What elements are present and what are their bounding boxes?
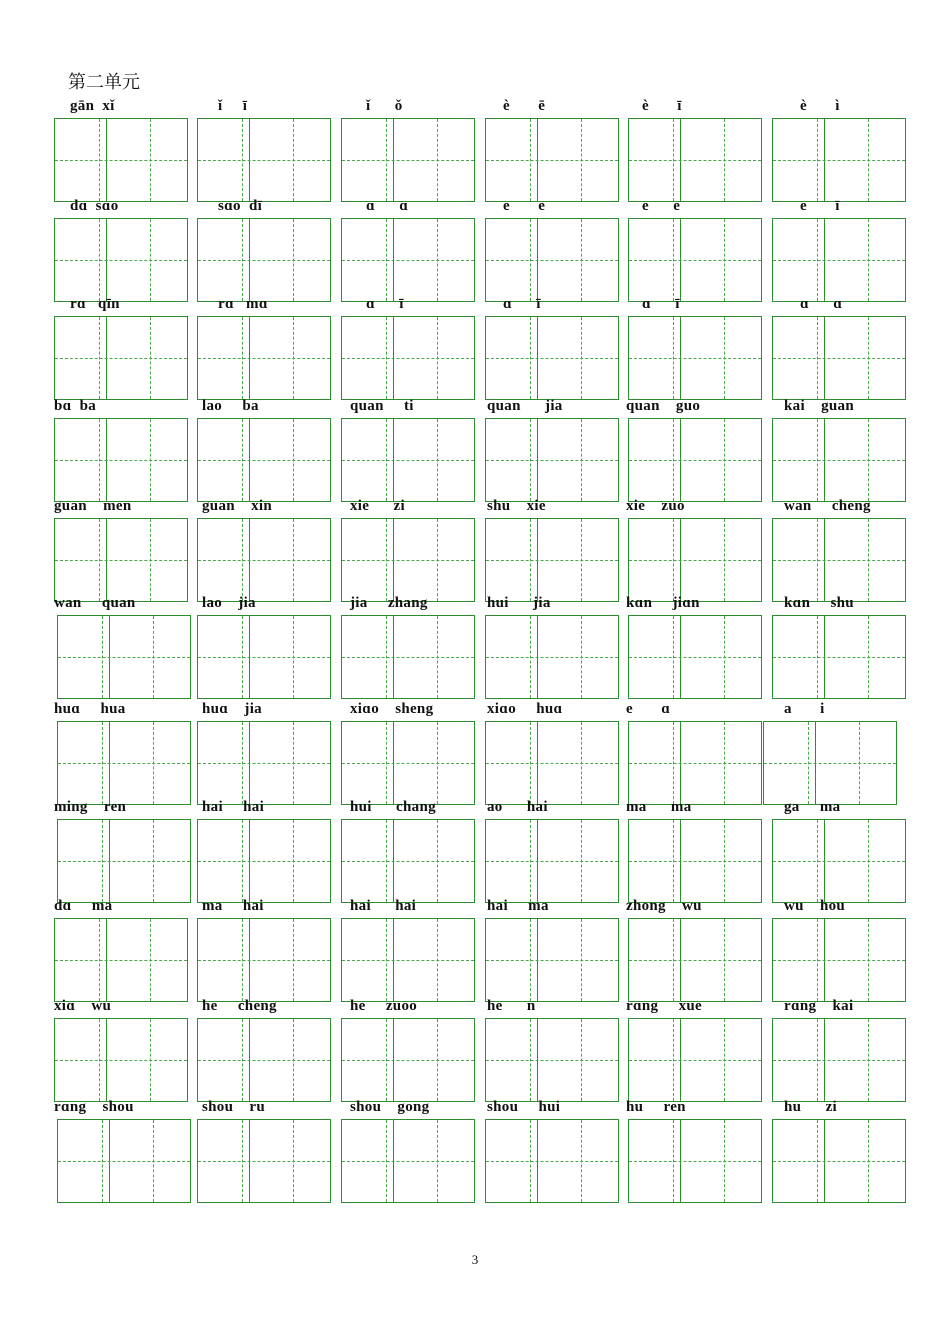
writing-cell [763, 721, 897, 805]
pinyin-label: xie zi [350, 498, 405, 514]
pinyin-label: hai ma [487, 898, 549, 914]
writing-cell [197, 118, 331, 202]
dashed-midline [198, 960, 330, 961]
pinyin-label: xiɑo sheng [350, 701, 434, 717]
pinyin-label: ming ren [54, 799, 127, 815]
dashed-midline [773, 460, 905, 461]
pinyin-label: rɑng shou [54, 1099, 134, 1115]
pinyin-label: è ì [800, 98, 840, 114]
dashed-midline [486, 960, 618, 961]
pinyin-label: rɑ mɑ [218, 296, 268, 312]
writing-cell [341, 418, 475, 502]
dashed-midline [629, 657, 761, 658]
dashed-midline [58, 1161, 190, 1162]
writing-cell [197, 721, 331, 805]
dashed-midline [342, 763, 474, 764]
dashed-midline [55, 358, 187, 359]
writing-cell [54, 316, 188, 400]
dashed-midline [629, 160, 761, 161]
pinyin-label: e e [642, 198, 681, 214]
pinyin-label: he zuoo [350, 998, 418, 1014]
writing-cell [772, 1119, 906, 1203]
writing-cell [197, 418, 331, 502]
dashed-midline [773, 560, 905, 561]
writing-cell [57, 1119, 191, 1203]
writing-cell [197, 918, 331, 1002]
writing-cell [485, 918, 619, 1002]
writing-cell [772, 218, 906, 302]
pinyin-label: lao ba [202, 398, 259, 414]
writing-cell [628, 1119, 762, 1203]
writing-cell [54, 118, 188, 202]
dashed-midline [629, 358, 761, 359]
dashed-midline [198, 657, 330, 658]
pinyin-label: sɑo dī [218, 198, 263, 214]
dashed-midline [773, 960, 905, 961]
writing-cell [485, 721, 619, 805]
writing-cell [197, 1018, 331, 1102]
writing-cell [57, 615, 191, 699]
writing-cell [485, 819, 619, 903]
writing-cell [57, 819, 191, 903]
pinyin-label: xiɑ wu [54, 998, 112, 1014]
writing-cell [341, 721, 475, 805]
pinyin-label: e ī [800, 198, 840, 214]
writing-cell [485, 1018, 619, 1102]
dashed-midline [198, 358, 330, 359]
dashed-midline [198, 1060, 330, 1061]
dashed-midline [55, 960, 187, 961]
dashed-midline [198, 460, 330, 461]
writing-cell [485, 118, 619, 202]
pinyin-label: hui jia [487, 595, 551, 611]
dashed-midline [773, 657, 905, 658]
pinyin-label: wan cheng [784, 498, 871, 514]
dashed-midline [486, 460, 618, 461]
dashed-midline [629, 763, 761, 764]
pinyin-label: jia zhang [350, 595, 428, 611]
pinyin-label: hui chang [350, 799, 436, 815]
writing-cell [341, 918, 475, 1002]
dashed-midline [342, 1060, 474, 1061]
pinyin-label: wan quan [54, 595, 136, 611]
dashed-midline [198, 260, 330, 261]
dashed-midline [198, 763, 330, 764]
dashed-midline [629, 960, 761, 961]
dashed-midline [198, 1161, 330, 1162]
writing-cell [341, 615, 475, 699]
dashed-midline [342, 657, 474, 658]
dashed-midline [198, 160, 330, 161]
pinyin-label: huɑ jia [202, 701, 262, 717]
dashed-midline [764, 763, 896, 764]
writing-cell [341, 1119, 475, 1203]
writing-cell [197, 1119, 331, 1203]
writing-cell [772, 615, 906, 699]
writing-cell [485, 1119, 619, 1203]
pinyin-label: ǐ ī [218, 98, 248, 114]
pinyin-label: kɑn jiɑn [626, 595, 700, 611]
pinyin-label: quan jia [487, 398, 563, 414]
dashed-midline [486, 560, 618, 561]
pinyin-label: guan xin [202, 498, 272, 514]
pinyin-label: ɑ ɑ [800, 296, 843, 312]
writing-cell [197, 218, 331, 302]
writing-cell [54, 418, 188, 502]
pinyin-label: ma ma [626, 799, 692, 815]
writing-cell [628, 721, 762, 805]
writing-cell [57, 721, 191, 805]
pinyin-label: guan men [54, 498, 132, 514]
dashed-midline [342, 460, 474, 461]
dashed-midline [486, 160, 618, 161]
pinyin-label: rɑng xue [626, 998, 702, 1014]
dashed-midline [198, 560, 330, 561]
pinyin-label: bɑ ba [54, 398, 97, 414]
dashed-midline [198, 861, 330, 862]
writing-cell [54, 518, 188, 602]
pinyin-label: e ɑ [626, 701, 671, 717]
dashed-midline [342, 1161, 474, 1162]
writing-cell [628, 918, 762, 1002]
pinyin-label: ao hai [487, 799, 548, 815]
dashed-midline [773, 160, 905, 161]
dashed-midline [58, 657, 190, 658]
pinyin-label: ɑ ī [366, 296, 404, 312]
pinyin-label: hai hai [202, 799, 265, 815]
pinyin-label: dɑ ma [54, 898, 113, 914]
writing-cell [628, 1018, 762, 1102]
dashed-midline [486, 861, 618, 862]
dashed-midline [58, 861, 190, 862]
dashed-midline [486, 260, 618, 261]
writing-cell [485, 518, 619, 602]
dashed-midline [486, 763, 618, 764]
dashed-midline [342, 358, 474, 359]
writing-cell [485, 615, 619, 699]
dashed-midline [342, 861, 474, 862]
dashed-midline [342, 960, 474, 961]
writing-cell [54, 1018, 188, 1102]
writing-cell [628, 819, 762, 903]
pinyin-label: quan ti [350, 398, 414, 414]
pinyin-label: ɑ ī [503, 296, 541, 312]
pinyin-label: shou ru [202, 1099, 266, 1115]
pinyin-label: ma hai [202, 898, 264, 914]
writing-cell [628, 316, 762, 400]
writing-cell [772, 819, 906, 903]
dashed-midline [629, 260, 761, 261]
writing-cell [628, 118, 762, 202]
writing-cell [341, 1018, 475, 1102]
dashed-midline [773, 861, 905, 862]
pinyin-label: dɑ sɑo [70, 198, 119, 214]
pinyin-label: he n [487, 998, 536, 1014]
writing-cell [54, 218, 188, 302]
pinyin-label: shu xie [487, 498, 546, 514]
dashed-midline [486, 1161, 618, 1162]
pinyin-label: zhong wu [626, 898, 702, 914]
writing-cell [772, 118, 906, 202]
dashed-midline [58, 763, 190, 764]
pinyin-label: rɑ qīn [70, 296, 120, 312]
pinyin-label: hu zi [784, 1099, 838, 1115]
dashed-midline [773, 1060, 905, 1061]
pinyin-label: lao jia [202, 595, 256, 611]
dashed-midline [629, 460, 761, 461]
writing-cell [197, 316, 331, 400]
pinyin-label: rɑng kai [784, 998, 854, 1014]
dashed-midline [486, 1060, 618, 1061]
dashed-midline [629, 861, 761, 862]
pinyin-label: xie zuo [626, 498, 685, 514]
dashed-midline [55, 160, 187, 161]
dashed-midline [629, 1161, 761, 1162]
writing-cell [628, 615, 762, 699]
writing-cell [772, 518, 906, 602]
writing-cell [341, 518, 475, 602]
pinyin-label: he cheng [202, 998, 277, 1014]
writing-cell [485, 418, 619, 502]
writing-cell [197, 518, 331, 602]
writing-cell [772, 418, 906, 502]
writing-cell [485, 316, 619, 400]
pinyin-label: e e [503, 198, 546, 214]
dashed-midline [55, 1060, 187, 1061]
writing-cell [341, 118, 475, 202]
dashed-midline [773, 260, 905, 261]
dashed-midline [629, 1060, 761, 1061]
writing-cell [485, 218, 619, 302]
pinyin-label: kai guan [784, 398, 854, 414]
page-number: 3 [471, 1252, 479, 1267]
writing-cell [628, 218, 762, 302]
unit-title: 第二单元 [68, 72, 140, 92]
pinyin-label: è ē [503, 98, 546, 114]
writing-cell [54, 918, 188, 1002]
writing-cell [341, 819, 475, 903]
pinyin-label: ɑ ɑ [366, 198, 409, 214]
dashed-midline [55, 560, 187, 561]
pinyin-label: shou hui [487, 1099, 561, 1115]
dashed-midline [342, 260, 474, 261]
pinyin-label: a i [784, 701, 825, 717]
dashed-midline [486, 358, 618, 359]
writing-cell [197, 615, 331, 699]
writing-cell [341, 218, 475, 302]
writing-cell [341, 316, 475, 400]
dashed-midline [342, 560, 474, 561]
dashed-midline [486, 657, 618, 658]
writing-cell [772, 1018, 906, 1102]
pinyin-label: shou gong [350, 1099, 430, 1115]
dashed-midline [55, 460, 187, 461]
dashed-midline [773, 1161, 905, 1162]
pinyin-label: wu hou [784, 898, 846, 914]
dashed-midline [342, 160, 474, 161]
pinyin-label: è ī [642, 98, 682, 114]
writing-cell [628, 518, 762, 602]
pinyin-label: huɑ hua [54, 701, 126, 717]
pinyin-label: gān xǐ [70, 98, 115, 114]
pinyin-label: kɑn shu [784, 595, 854, 611]
writing-cell [772, 918, 906, 1002]
pinyin-label: ga ma [784, 799, 841, 815]
writing-cell [628, 418, 762, 502]
writing-cell [772, 316, 906, 400]
pinyin-label: xiɑo huɑ [487, 701, 563, 717]
pinyin-label: quan guo [626, 398, 701, 414]
pinyin-label: ǐ ǒ [366, 98, 403, 114]
pinyin-label: hu ren [626, 1099, 686, 1115]
dashed-midline [629, 560, 761, 561]
dashed-midline [773, 358, 905, 359]
pinyin-label: ɑ ī [642, 296, 680, 312]
writing-cell [197, 819, 331, 903]
dashed-midline [55, 260, 187, 261]
pinyin-label: hai hai [350, 898, 417, 914]
